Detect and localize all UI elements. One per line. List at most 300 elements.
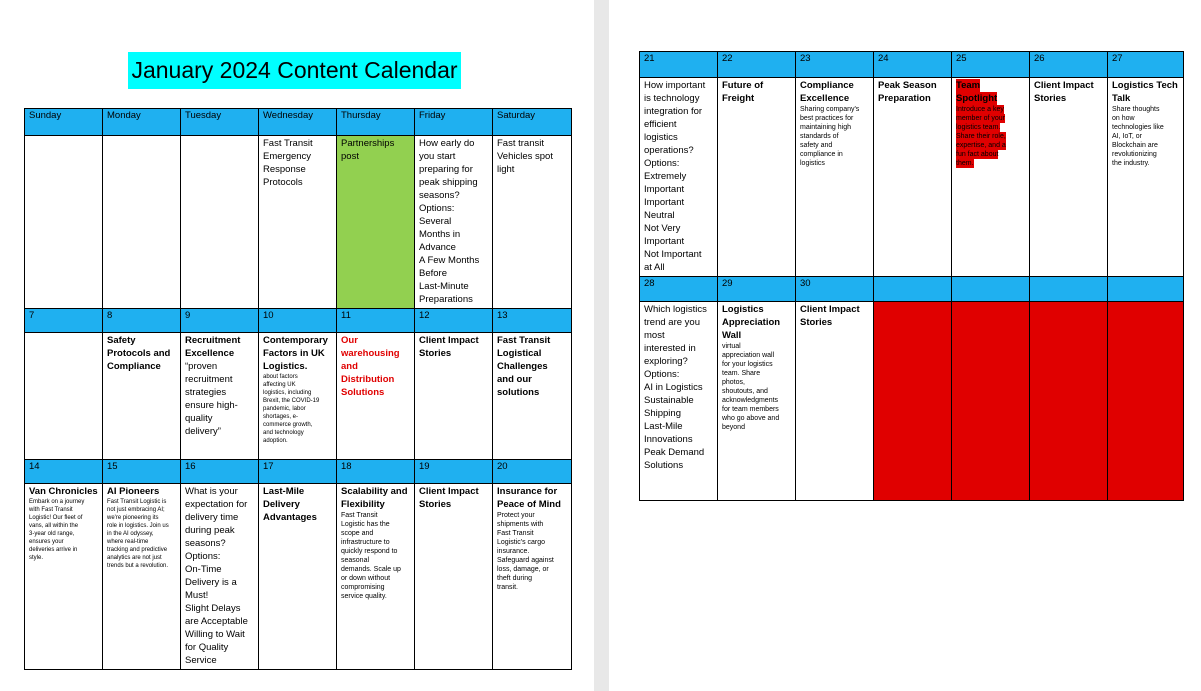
- cell-text: [341, 485, 410, 511]
- text-line: Fast Transit: [341, 512, 378, 519]
- text-line: Client Impact: [419, 335, 479, 346]
- text-line: Delivery is a: [185, 577, 237, 588]
- text-line: Appreciation: [722, 317, 781, 328]
- text-line: trends but a revolution.: [107, 563, 169, 569]
- text-line: Fast Transit: [497, 530, 534, 537]
- cell-text: [185, 485, 254, 667]
- cell-text: [185, 360, 254, 438]
- cell-text: [419, 334, 488, 360]
- date-number: 29: [718, 277, 796, 302]
- text-line: for your logistics: [722, 361, 773, 368]
- date-number: 25: [952, 52, 1030, 78]
- text-line: Options:: [644, 158, 680, 169]
- text-line: shortages, e-: [263, 414, 299, 420]
- calendar-table-first-half: [24, 108, 572, 670]
- text-line: Wall: [722, 330, 742, 341]
- day-cell: [640, 302, 718, 501]
- text-line: 3-year old range,: [29, 531, 75, 537]
- day-cell: [337, 484, 415, 670]
- day-cell: [181, 333, 259, 460]
- text-line: with Fast Transit: [29, 507, 73, 513]
- text-line: Brexit, the COVID-19: [263, 398, 320, 404]
- text-line: deliveries arrive in: [29, 547, 78, 553]
- date-number: 18: [337, 460, 415, 484]
- text-line: ensure high-: [185, 400, 238, 411]
- text-line: interested in: [644, 343, 696, 354]
- text-line: Safety: [107, 335, 136, 346]
- text-line: Important: [644, 197, 685, 208]
- day-header: Friday: [415, 109, 493, 136]
- text-line: Talk: [1112, 93, 1131, 104]
- cell-heading: Van Chronicles: [29, 486, 98, 497]
- cell-text: [722, 342, 791, 432]
- text-line: Freight: [722, 93, 755, 104]
- text-line: Blockchain are: [1112, 142, 1158, 149]
- cell-text: [644, 79, 713, 274]
- text-line: Contemporary: [263, 335, 328, 346]
- date-row: [25, 309, 572, 333]
- date-number: 24: [874, 52, 952, 78]
- text-line: infrastructure to: [341, 539, 390, 546]
- text-line: What is your: [185, 486, 238, 497]
- text-line: “proven: [185, 361, 218, 372]
- date-row: [640, 277, 1184, 302]
- text-line: during peak: [185, 525, 235, 536]
- text-line: most: [644, 330, 665, 341]
- date-number-empty: [1030, 277, 1108, 302]
- day-cell: [796, 302, 874, 501]
- text-line: quality: [185, 413, 213, 424]
- day-cell: [415, 333, 493, 460]
- text-line: Logistics.: [263, 361, 308, 372]
- date-row: [25, 460, 572, 484]
- text-line: shipments with: [497, 521, 544, 528]
- text-line: Embark on a journey: [29, 499, 85, 505]
- text-line: Stories: [419, 348, 452, 359]
- text-line: for Quality: [185, 642, 229, 653]
- text-line: Team: [956, 80, 981, 91]
- text-line: Logistics Tech: [1112, 80, 1178, 91]
- text-line: expectation for: [185, 499, 248, 510]
- text-line: A Few Months: [419, 255, 480, 266]
- date-number: 28: [640, 277, 718, 302]
- text-line: exploring?: [644, 356, 688, 367]
- cell-text: [263, 137, 332, 189]
- cell-text: [107, 498, 176, 570]
- text-line: revolutionizing: [1112, 151, 1157, 158]
- text-line: role in logistics. Join us: [107, 523, 169, 529]
- text-line: Client Impact: [800, 304, 860, 315]
- text-line: team. Share: [722, 370, 761, 377]
- text-line: Protocols: [263, 177, 303, 188]
- text-line: Share their role,: [956, 133, 1006, 140]
- text-line: and technology: [263, 430, 304, 436]
- text-line: analytics are not just: [107, 555, 162, 561]
- text-line: logistics: [644, 132, 678, 143]
- day-cell: [718, 78, 796, 277]
- text-line: AI, IoT, or: [1112, 133, 1142, 140]
- day-cell-blocked: [874, 302, 952, 501]
- text-line: photos,: [722, 379, 745, 386]
- weekday-header-row: [25, 109, 572, 136]
- text-line: How important: [644, 80, 706, 91]
- text-line: Fast transit: [497, 138, 544, 149]
- text-line: Excellence: [800, 93, 850, 104]
- text-line: seasonal: [341, 557, 370, 564]
- day-header: Saturday: [493, 109, 572, 136]
- text-line: acknowledgments: [722, 397, 779, 404]
- text-line: Client Impact: [419, 486, 479, 497]
- text-line: AI in Logistics: [644, 382, 703, 393]
- text-line: Willing to Wait: [185, 629, 245, 640]
- text-line: Not Important: [644, 249, 702, 260]
- text-line: delivery time: [185, 512, 239, 523]
- text-line: Last-Mile: [644, 421, 683, 432]
- cell-text: [263, 373, 332, 445]
- date-number: 13: [493, 309, 572, 333]
- text-line: Compliance: [800, 80, 854, 91]
- cell-text: [722, 303, 791, 342]
- text-line: warehousing: [341, 348, 400, 359]
- date-number: 8: [103, 309, 181, 333]
- text-line: Sustainable: [644, 395, 694, 406]
- text-line: Protocols and: [107, 348, 171, 359]
- day-cell: [415, 136, 493, 309]
- cell-text: [800, 105, 869, 168]
- day-cell-blocked: [1030, 302, 1108, 501]
- text-line: them.: [956, 160, 974, 167]
- date-number: 12: [415, 309, 493, 333]
- text-line: Options:: [644, 369, 680, 380]
- text-line: Response: [263, 164, 306, 175]
- text-line: Innovations: [644, 434, 693, 445]
- text-line: is technology: [644, 93, 700, 104]
- text-line: Vehicles spot: [497, 151, 553, 162]
- text-line: service quality.: [341, 593, 387, 600]
- cell-text: [497, 137, 567, 176]
- week-row: [640, 302, 1184, 501]
- text-line: strategies: [185, 387, 227, 398]
- date-number: 9: [181, 309, 259, 333]
- cell-text: [341, 334, 410, 399]
- text-line: Protect your: [497, 512, 535, 519]
- cell-heading: AI Pioneers: [107, 486, 160, 497]
- text-line: trend are you: [644, 317, 700, 328]
- text-line: Partnerships: [341, 138, 395, 149]
- day-cell: [796, 78, 874, 277]
- text-line: Stories: [419, 499, 452, 510]
- text-line: on how: [1112, 115, 1135, 122]
- cell-text: [1112, 79, 1179, 105]
- text-line: who go above and: [722, 415, 780, 422]
- day-cell: [493, 333, 572, 460]
- text-line: affecting UK: [263, 382, 296, 388]
- text-line: Share thoughts: [1112, 106, 1160, 113]
- date-number: 21: [640, 52, 718, 78]
- cell-text: [800, 303, 869, 329]
- text-line: Before: [419, 268, 447, 279]
- text-line: ensures your: [29, 539, 64, 545]
- text-line: Preparations: [419, 294, 473, 305]
- day-cell: [103, 333, 181, 460]
- cell-text: [878, 79, 947, 105]
- text-line: logistics team.: [956, 124, 1001, 131]
- text-line: logistics: [800, 160, 825, 167]
- text-line: Fast Transit: [263, 138, 313, 149]
- text-line: Solutions: [341, 387, 385, 398]
- cell-text: [185, 334, 254, 360]
- cell-text: [800, 79, 869, 105]
- date-number: 27: [1108, 52, 1184, 78]
- date-number: 26: [1030, 52, 1108, 78]
- text-line: Safeguard against: [497, 557, 554, 564]
- text-line: virtual: [722, 343, 741, 350]
- day-header: Tuesday: [181, 109, 259, 136]
- text-line: about factors: [263, 374, 298, 380]
- day-cell: [181, 484, 259, 670]
- text-line: Peak Season: [878, 80, 937, 91]
- week-row: [25, 136, 572, 309]
- text-line: insurance.: [497, 548, 530, 555]
- text-line: Stories: [1034, 93, 1067, 104]
- date-number: 22: [718, 52, 796, 78]
- text-line: the industry.: [1112, 160, 1150, 167]
- cell-text: [1112, 105, 1179, 168]
- day-cell: [1030, 78, 1108, 277]
- date-number: 14: [25, 460, 103, 484]
- day-cell-empty: [181, 136, 259, 309]
- text-line: Excellence: [185, 348, 235, 359]
- text-line: Last-Minute: [419, 281, 469, 292]
- text-line: Not Very: [644, 223, 681, 234]
- text-line: Solutions: [644, 460, 684, 471]
- text-line: beyond: [722, 424, 745, 431]
- day-cell: [337, 333, 415, 460]
- text-line: style.: [29, 555, 44, 561]
- text-line: Which logistics: [644, 304, 707, 315]
- text-line: Logistic's cargo: [497, 539, 546, 546]
- day-cell-empty: [25, 136, 103, 309]
- text-line: Fast Transit: [497, 335, 551, 346]
- day-cell: [874, 78, 952, 277]
- text-line: compromising: [341, 584, 385, 591]
- date-number-empty: [952, 277, 1030, 302]
- text-line: commerce growth,: [263, 422, 313, 428]
- text-line: are Acceptable: [185, 616, 248, 627]
- text-line: Introduce a key: [956, 106, 1004, 113]
- text-line: not just embracing AI;: [107, 507, 165, 513]
- day-cell-highlighted: [337, 136, 415, 309]
- cell-text: [956, 105, 1025, 168]
- text-line: Peak Demand: [644, 447, 705, 458]
- date-number-empty: [874, 277, 952, 302]
- text-line: Neutral: [644, 210, 675, 221]
- document-page-1: [0, 0, 594, 691]
- text-line: Options:: [419, 203, 455, 214]
- text-line: Slight Delays: [185, 603, 241, 614]
- day-header: Sunday: [25, 109, 103, 136]
- date-number: 20: [493, 460, 572, 484]
- text-line: Preparation: [878, 93, 931, 104]
- date-number: 7: [25, 309, 103, 333]
- text-line: Several: [419, 216, 452, 227]
- cell-text: [341, 511, 410, 601]
- text-line: Extremely: [644, 171, 687, 182]
- day-cell-empty: [25, 333, 103, 460]
- text-line: at All: [644, 262, 665, 273]
- text-line: transit.: [497, 584, 519, 591]
- text-line: Distribution: [341, 374, 395, 385]
- text-line: Future of: [722, 80, 764, 91]
- text-line: shoutouts, and: [722, 388, 768, 395]
- text-line: fun fact about: [956, 151, 999, 158]
- text-line: Months in: [419, 229, 461, 240]
- text-line: and our: [497, 374, 532, 385]
- cell-text: [956, 79, 1025, 105]
- date-number: 15: [103, 460, 181, 484]
- text-line: pandemic, labor: [263, 406, 306, 412]
- date-number: 30: [796, 277, 874, 302]
- text-line: Service: [185, 655, 217, 666]
- text-line: Last-Mile: [263, 486, 305, 497]
- day-header: Wednesday: [259, 109, 337, 136]
- text-line: operations?: [644, 145, 694, 156]
- text-line: safety and: [800, 142, 833, 149]
- calendar-title: January 2024 Content Calendar: [128, 52, 461, 89]
- text-line: integration for: [644, 106, 703, 117]
- day-cell: [103, 484, 181, 670]
- text-line: Advance: [419, 242, 456, 253]
- cell-text: [107, 334, 176, 373]
- cell-text: [497, 334, 567, 399]
- day-cell: [259, 484, 337, 670]
- text-line: Logistics: [722, 304, 764, 315]
- cell-text: [263, 334, 332, 373]
- text-line: Logistical: [497, 348, 542, 359]
- week-row: [640, 78, 1184, 277]
- date-number: 10: [259, 309, 337, 333]
- text-line: Fast Transit Logistic is: [107, 499, 167, 505]
- day-cell: [718, 302, 796, 501]
- cell-text: [419, 137, 488, 306]
- date-number: 17: [259, 460, 337, 484]
- text-line: recruitment: [185, 374, 233, 385]
- day-cell: [952, 78, 1030, 277]
- text-line: Options:: [185, 551, 221, 562]
- text-line: Scalability and: [341, 486, 408, 497]
- text-line: in the AI odyssey,: [107, 531, 154, 537]
- text-line: we're pioneering its: [107, 515, 159, 521]
- text-line: adoption.: [263, 438, 288, 444]
- text-line: Sharing company's: [800, 106, 860, 113]
- text-line: member of your: [956, 115, 1006, 122]
- text-line: light: [497, 164, 515, 175]
- day-cell: [259, 136, 337, 309]
- text-line: Compliance: [107, 361, 161, 372]
- text-line: where real-time: [107, 539, 149, 545]
- text-line: preparing for: [419, 164, 473, 175]
- cell-text: [644, 303, 713, 472]
- date-number: 19: [415, 460, 493, 484]
- day-cell: [415, 484, 493, 670]
- text-line: How early do: [419, 138, 475, 149]
- cell-text: [722, 79, 791, 105]
- text-line: Spotlight: [956, 93, 998, 104]
- cell-text: [341, 137, 410, 163]
- text-line: scope and: [341, 530, 374, 537]
- text-line: Shipping: [644, 408, 681, 419]
- day-cell: [1108, 78, 1184, 277]
- text-line: peak shipping: [419, 177, 478, 188]
- date-number: 23: [796, 52, 874, 78]
- text-line: Advantages: [263, 512, 317, 523]
- cell-text: [497, 485, 567, 511]
- calendar-table-second-half: [639, 51, 1184, 501]
- cell-text: [1034, 79, 1103, 105]
- text-line: efficient: [644, 119, 677, 130]
- text-line: Recruitment: [185, 335, 241, 346]
- text-line: Logistic has the: [341, 521, 390, 528]
- text-line: seasons?: [185, 538, 226, 549]
- cell-text: [497, 511, 567, 592]
- cell-text: [263, 485, 332, 524]
- day-cell-blocked: [952, 302, 1030, 501]
- text-line: Stories: [800, 317, 833, 328]
- text-line: Important: [644, 236, 685, 247]
- text-line: solutions: [497, 387, 540, 398]
- text-line: appreciation wall: [722, 352, 775, 359]
- week-row: [25, 484, 572, 670]
- date-row: [640, 52, 1184, 78]
- day-header: Monday: [103, 109, 181, 136]
- text-line: logistics, including: [263, 390, 312, 396]
- text-line: vans, all within the: [29, 523, 79, 529]
- text-line: demands. Scale up: [341, 566, 401, 573]
- text-line: expertise, and a: [956, 142, 1006, 149]
- text-line: seasons?: [419, 190, 460, 201]
- text-line: for team members: [722, 406, 779, 413]
- text-line: Peace of Mind: [497, 499, 561, 510]
- text-line: best practices for: [800, 115, 854, 122]
- cell-text: [29, 498, 98, 562]
- text-line: Flexibility: [341, 499, 385, 510]
- text-line: Logistic! Our fleet of: [29, 515, 83, 521]
- text-line: Emergency: [263, 151, 312, 162]
- day-cell: [640, 78, 718, 277]
- text-line: Factors in UK: [263, 348, 325, 359]
- text-line: On-Time: [185, 564, 222, 575]
- text-line: quickly respond to: [341, 548, 398, 555]
- text-line: Our: [341, 335, 358, 346]
- text-line: you start: [419, 151, 456, 162]
- week-row: [25, 333, 572, 460]
- text-line: Delivery: [263, 499, 300, 510]
- text-line: or down without: [341, 575, 391, 582]
- text-line: technologies like: [1112, 124, 1164, 131]
- day-cell: [493, 484, 572, 670]
- text-line: delivery”: [185, 426, 221, 437]
- cell-text: [419, 485, 488, 511]
- text-line: Challenges: [497, 361, 548, 372]
- date-number-empty: [1108, 277, 1184, 302]
- text-line: standards of: [800, 133, 839, 140]
- text-line: Insurance for: [497, 486, 558, 497]
- date-number: 11: [337, 309, 415, 333]
- text-line: tracking and predictive: [107, 547, 168, 553]
- text-line: theft during: [497, 575, 533, 582]
- day-cell: [493, 136, 572, 309]
- text-line: post: [341, 151, 359, 162]
